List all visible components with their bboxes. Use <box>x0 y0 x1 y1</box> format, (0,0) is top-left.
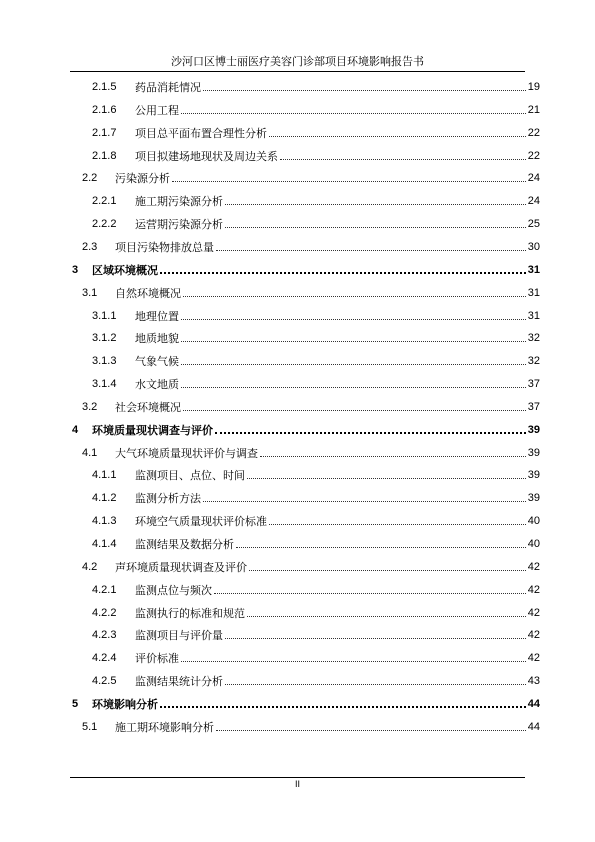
toc-entry-number: 4 <box>72 423 79 436</box>
toc-entry-page: 42 <box>527 606 540 619</box>
toc-entry[interactable] <box>82 558 540 574</box>
page-header: 沙河口区博士丽医疗美容门诊部项目环境影响报告书 <box>171 55 424 68</box>
toc-entry-number: 4.2.5 <box>92 675 117 688</box>
toc-entry[interactable] <box>92 147 540 163</box>
toc-entry-number: 2.1.5 <box>92 81 117 93</box>
page-number: II <box>294 779 300 789</box>
toc-entry-page: 24 <box>527 172 540 185</box>
toc-entry-number: 4.1.2 <box>92 492 117 505</box>
toc-dot-leader <box>216 730 526 731</box>
toc-entry-title: 区域环境概况 <box>92 263 158 277</box>
toc-entry[interactable] <box>92 512 540 529</box>
toc-dot-leader <box>269 524 526 525</box>
toc-entry-title: 声环境质量现状调查及评价 <box>115 560 247 574</box>
toc-dot-leader <box>260 456 526 457</box>
toc-entry-title: 地理位置 <box>135 309 179 323</box>
toc-dot-leader <box>214 593 526 594</box>
toc-dot-leader <box>216 250 526 251</box>
toc-dot-leader <box>269 136 526 137</box>
toc-entry-page: 37 <box>527 378 540 391</box>
toc-entry[interactable] <box>82 169 540 186</box>
toc-entry-page: 22 <box>527 149 540 162</box>
toc-dot-leader <box>181 364 526 365</box>
toc-entry-number: 4.2.2 <box>92 606 117 619</box>
toc-entry-number: 3.1.4 <box>92 378 117 391</box>
toc-entry-title: 项目拟建场地现状及周边关系 <box>135 149 278 163</box>
toc-entry-number: 3.2 <box>82 400 98 413</box>
toc-dot-leader <box>247 478 526 479</box>
toc-entry-page: 21 <box>527 103 540 116</box>
toc-entry-number: 2.1.8 <box>92 149 117 162</box>
toc-entry[interactable] <box>92 649 540 666</box>
toc-entry-title: 监测执行的标准和规范 <box>135 606 245 620</box>
toc-entry-number: 4.1.3 <box>92 515 117 528</box>
toc-entry-page: 39 <box>527 492 540 505</box>
toc-entry-number: 3.1 <box>82 286 98 299</box>
toc-dot-leader <box>215 432 526 434</box>
toc-entry-title: 施工期污染源分析 <box>135 195 223 209</box>
toc-dot-leader <box>181 319 526 320</box>
toc-dot-leader <box>181 661 526 662</box>
toc-entry[interactable] <box>72 421 540 437</box>
toc-dot-leader <box>225 204 526 205</box>
toc-entry-title: 监测项目与评价量 <box>135 629 223 643</box>
toc-entry-page: 40 <box>527 538 540 550</box>
footer-divider <box>70 777 525 778</box>
toc-entry-title: 环境空气质量现状评价标准 <box>135 515 267 529</box>
toc-entry-page: 39 <box>527 446 540 459</box>
toc-dot-leader <box>160 706 526 708</box>
toc-entry-title: 大气环境质量现状评价与调查 <box>115 446 258 460</box>
toc-entry[interactable] <box>92 307 540 323</box>
toc-dot-leader <box>249 570 526 571</box>
toc-entry[interactable] <box>72 261 540 277</box>
toc-entry-page: 32 <box>527 332 540 345</box>
toc-entry-title: 环境影响分析 <box>92 697 158 711</box>
toc-dot-leader <box>203 90 526 91</box>
toc-entry-number: 4.2.1 <box>92 583 117 596</box>
toc-entry-title: 污染源分析 <box>115 172 170 186</box>
toc-dot-leader <box>172 181 526 182</box>
toc-entry[interactable] <box>82 284 540 300</box>
toc-entry[interactable] <box>92 466 540 483</box>
toc-entry-number: 4.1 <box>82 446 98 459</box>
toc-entry[interactable] <box>92 604 540 620</box>
toc-entry-number: 3.1.1 <box>92 309 117 322</box>
toc-entry-page: 31 <box>527 286 540 299</box>
toc-entry-number: 3.1.2 <box>92 332 117 345</box>
toc-entry-page: 31 <box>527 309 540 322</box>
toc-entry-number: 2.3 <box>82 240 98 253</box>
toc-entry-number: 2.2.2 <box>92 218 117 231</box>
toc-entry-number: 2.1.7 <box>92 126 117 139</box>
toc-entry[interactable] <box>92 329 540 346</box>
toc-entry-number: 4.1.1 <box>92 469 117 482</box>
toc-entry-title: 环境质量现状调查与评价 <box>92 423 213 437</box>
toc-dot-leader <box>181 387 526 388</box>
toc-entry-number: 2.2 <box>82 172 98 185</box>
toc-entry-page: 42 <box>527 629 540 642</box>
toc-dot-leader <box>181 113 526 114</box>
toc-entry[interactable] <box>72 695 540 711</box>
toc-entry[interactable] <box>82 398 540 414</box>
toc-entry-number: 5.1 <box>82 720 98 733</box>
toc-entry-page: 31 <box>527 263 540 276</box>
toc-entry[interactable] <box>92 581 540 597</box>
toc-entry-page: 40 <box>527 515 540 528</box>
toc-dot-leader <box>183 296 526 297</box>
toc-entry-page: 19 <box>527 81 540 93</box>
toc-entry[interactable] <box>92 352 540 369</box>
toc-entry[interactable] <box>82 718 540 734</box>
toc-entry-number: 2.2.1 <box>92 195 117 208</box>
toc-entry-number: 4.1.4 <box>92 538 117 550</box>
toc-entry-page: 42 <box>527 652 540 665</box>
toc-entry-number: 4.2 <box>82 560 98 573</box>
toc-entry-page: 24 <box>527 195 540 208</box>
toc-entry-title: 评价标准 <box>135 652 179 666</box>
toc-entry-page: 42 <box>527 560 540 573</box>
toc-entry-title: 监测点位与频次 <box>135 583 212 597</box>
toc-entry-page: 43 <box>527 675 540 688</box>
toc-entry[interactable] <box>92 626 540 643</box>
toc-entry-number: 4.2.4 <box>92 652 117 665</box>
toc-dot-leader <box>183 410 526 411</box>
toc-entry[interactable] <box>92 672 540 689</box>
toc-entry-title: 运营期污染源分析 <box>135 218 223 232</box>
toc-entry-title: 水文地质 <box>135 378 179 392</box>
toc-entry-title: 监测项目、点位、时间 <box>135 469 245 483</box>
toc-entry[interactable] <box>92 215 540 232</box>
toc-entry-page: 44 <box>527 697 540 710</box>
toc-entry-title: 监测结果及数据分析 <box>135 538 234 551</box>
toc-entry[interactable] <box>92 489 540 506</box>
toc-entry-title: 地质地貌 <box>135 332 179 346</box>
toc-entry[interactable] <box>92 124 540 140</box>
toc-entry-title: 自然环境概况 <box>115 286 181 300</box>
toc-dot-leader <box>236 547 526 548</box>
toc-entry-page: 32 <box>527 355 540 368</box>
toc-entry-page: 25 <box>527 218 540 231</box>
toc-entry-page: 39 <box>527 423 540 436</box>
toc-dot-leader <box>247 616 526 617</box>
toc-entry[interactable] <box>92 535 540 551</box>
toc-dot-leader <box>225 684 526 685</box>
toc-entry-title: 气象气候 <box>135 355 179 369</box>
toc-entry-page: 30 <box>527 240 540 253</box>
toc-entry[interactable] <box>92 192 540 209</box>
toc-entry-page: 39 <box>527 469 540 482</box>
toc-dot-leader <box>225 638 526 639</box>
toc-entry-number: 2.1.6 <box>92 103 117 116</box>
toc-entry-number: 3.1.3 <box>92 355 117 368</box>
toc-entry-page: 44 <box>527 720 540 733</box>
toc-dot-leader <box>280 159 526 160</box>
toc-entry[interactable] <box>92 101 540 117</box>
toc-entry-title: 药品消耗情况 <box>135 81 201 94</box>
toc-entry-title: 社会环境概况 <box>115 400 181 414</box>
toc-entry[interactable] <box>82 238 540 254</box>
toc-dot-leader <box>181 341 526 342</box>
toc-entry-title: 公用工程 <box>135 103 179 117</box>
toc-entry-title: 监测分析方法 <box>135 492 201 506</box>
toc-entry[interactable] <box>92 78 540 94</box>
toc-dot-leader <box>225 227 526 228</box>
toc-entry-page: 42 <box>527 583 540 596</box>
toc-dot-leader <box>160 272 526 274</box>
toc-entry-title: 项目总平面布置合理性分析 <box>135 126 267 140</box>
toc-entry-title: 监测结果统计分析 <box>135 675 223 689</box>
toc-entry-number: 4.2.3 <box>92 629 117 642</box>
toc-entry[interactable] <box>82 444 540 460</box>
toc-entry-number: 3 <box>72 263 79 276</box>
toc-entry-title: 项目污染物排放总量 <box>115 240 214 254</box>
toc-entry[interactable] <box>92 375 540 392</box>
toc-dot-leader <box>203 501 526 502</box>
toc-entry-number: 5 <box>72 697 79 710</box>
toc-entry-page: 22 <box>527 126 540 139</box>
toc-entry-title: 施工期环境影响分析 <box>115 720 214 734</box>
toc-entry-page: 37 <box>527 400 540 413</box>
